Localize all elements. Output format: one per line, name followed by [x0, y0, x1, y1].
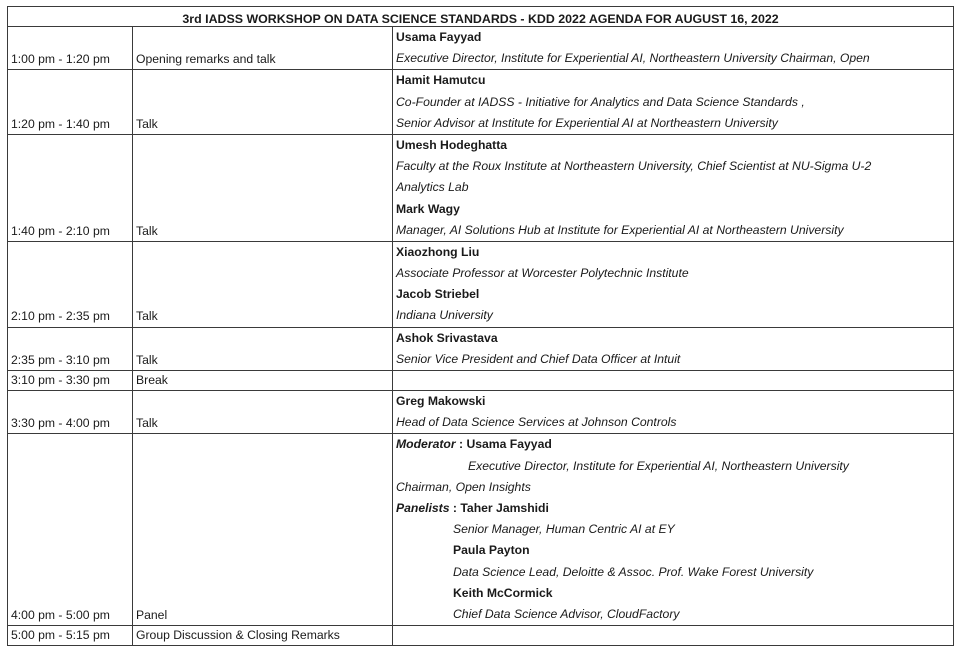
session-type: Panel [133, 434, 393, 626]
agenda-row [8, 241, 954, 327]
speaker-affiliation: Indiana University [396, 308, 493, 323]
speaker-name: Jacob Striebel [396, 287, 480, 302]
speaker-name: Mark Wagy [396, 201, 460, 216]
speaker-name: Umesh Hodeghatta [396, 137, 508, 152]
time-slot: 1:00 pm - 1:20 pm [8, 27, 133, 70]
speaker-name: Keith McCormick [453, 585, 553, 600]
speaker-affiliation: Senior Manager, Human Centric AI at EY [453, 522, 675, 537]
speaker-name: Ashok Srivastava [396, 330, 498, 345]
speaker-name: Usama Fayyad [466, 437, 552, 452]
agenda-title: 3rd IADSS WORKSHOP ON DATA SCIENCE STANDARDS - KDD 2022 AGENDA FOR AUGUST 16, 2022 [8, 7, 954, 27]
session-type: Talk [133, 327, 393, 370]
speaker-affiliation: Chief Data Science Advisor, CloudFactory [453, 606, 680, 621]
agenda-row [8, 626, 954, 646]
time-slot: 3:10 pm - 3:30 pm [8, 371, 133, 391]
speaker-name: Xiaozhong Liu [396, 244, 480, 259]
time-slot: 1:40 pm - 2:10 pm [8, 134, 133, 241]
agenda-row [8, 27, 954, 70]
speaker-affiliation: Head of Data Science Services at Johnson Controls [396, 415, 677, 430]
speaker-name: Greg Makowski [396, 394, 486, 408]
agenda-row [8, 434, 954, 626]
moderator-line [396, 434, 950, 455]
agenda-row [8, 70, 954, 135]
time-slot: 5:00 pm - 5:15 pm [8, 626, 133, 646]
speaker-name: Usama Fayyad [396, 30, 482, 44]
session-type: Group Discussion & Closing Remarks [133, 626, 393, 646]
speaker-affiliation: Co-Founder at IADSS - Initiative for Analytics and Data Science Standards , [396, 94, 805, 109]
agenda-row [8, 371, 954, 391]
time-slot: 2:10 pm - 2:35 pm [8, 241, 133, 327]
session-type: Break [133, 371, 393, 391]
speaker-affiliation: Senior Advisor at Institute for Experiential AI at Northeastern University [396, 115, 778, 130]
speaker-details [393, 327, 954, 370]
speaker-details [393, 626, 954, 646]
speaker-name: Hamit Hamutcu [396, 73, 486, 88]
session-type: Talk [133, 134, 393, 241]
speaker-details [393, 70, 954, 135]
speaker-affiliation: Manager, AI Solutions Hub at Institute for Experiential AI at Northeastern University [396, 222, 844, 237]
speaker-details [393, 241, 954, 327]
panelists-line [396, 498, 950, 519]
session-type: Opening remarks and talk [133, 27, 393, 70]
label-separator: : [455, 437, 467, 452]
time-slot: 2:35 pm - 3:10 pm [8, 327, 133, 370]
speaker-name: Taher Jamshidi [460, 500, 549, 515]
speaker-affiliation: Senior Vice President and Chief Data Officer at Intuit [396, 351, 681, 366]
agenda-row [8, 134, 954, 241]
time-slot: 4:00 pm - 5:00 pm [8, 434, 133, 626]
session-type: Talk [133, 70, 393, 135]
speaker-affiliation: Executive Director, Institute for Experiential AI, Northeastern University [468, 458, 849, 473]
speaker-affiliation: Data Science Lead, Deloitte & Assoc. Prof. Wake Forest University [453, 564, 814, 579]
speaker-details [393, 134, 954, 241]
speaker-affiliation: Associate Professor at Worcester Polytechnic Institute [396, 266, 689, 281]
speaker-affiliation: Faculty at the Roux Institute at Northeastern University, Chief Scientist at NU-Sigma U-2 [396, 159, 872, 174]
session-type: Talk [133, 241, 393, 327]
session-type: Talk [133, 391, 393, 434]
speaker-affiliation: Analytics Lab [396, 180, 469, 195]
speaker-details [393, 371, 954, 391]
label-separator: : [449, 500, 461, 515]
agenda-row [8, 327, 954, 370]
agenda-row [8, 391, 954, 434]
speaker-affiliation: Chairman, Open Insights [396, 479, 531, 494]
speaker-details [393, 27, 954, 70]
agenda-table [7, 6, 954, 646]
speaker-name: Paula Payton [453, 543, 530, 558]
moderator-label: Moderator [396, 437, 456, 452]
time-slot: 3:30 pm - 4:00 pm [8, 391, 133, 434]
speaker-details [393, 391, 954, 434]
time-slot: 1:20 pm - 1:40 pm [8, 70, 133, 135]
speaker-details [393, 434, 954, 626]
speaker-affiliation: Executive Director, Institute for Experiential AI, Northeastern University Chairman, Open [396, 51, 870, 66]
panelists-label: Panelists [396, 500, 450, 515]
